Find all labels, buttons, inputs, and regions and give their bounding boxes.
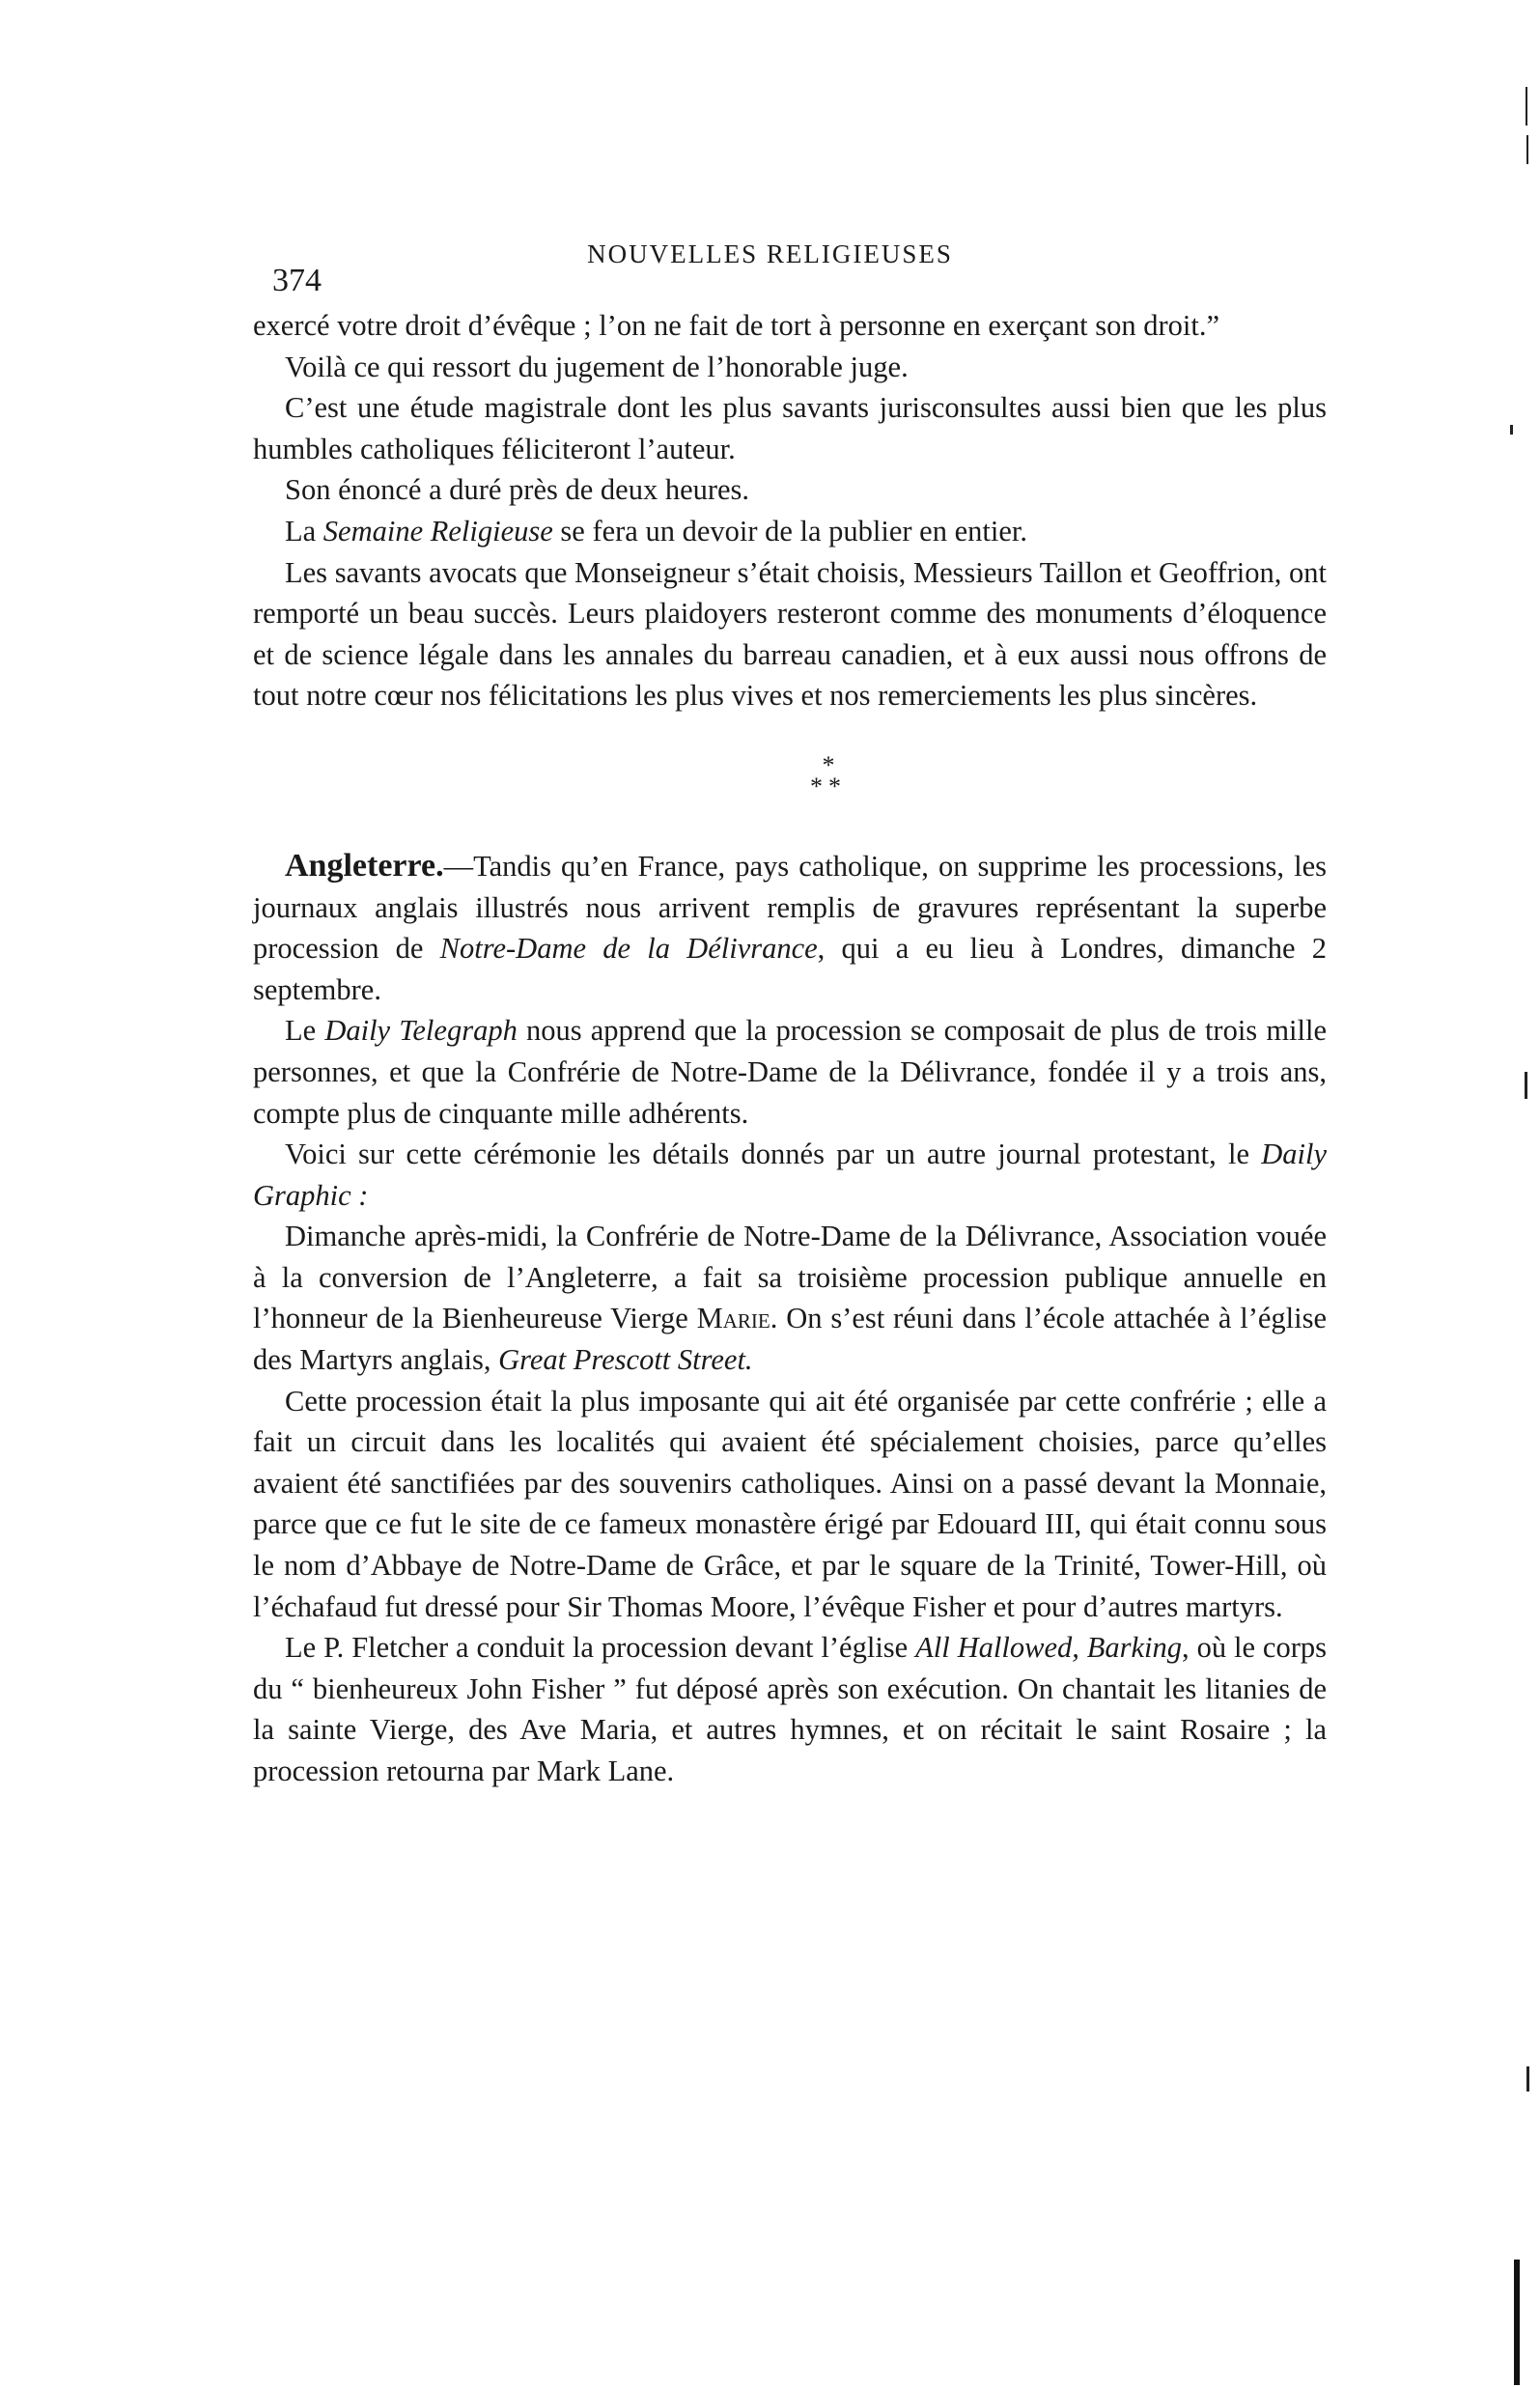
paragraph: Les savants avocats que Monseigneur s’était choisis, Messieurs Taillon et Geoffrion, ont remporté un beau succès. Leurs plaidoyers resteront comme des monuments d’éloquence et de science légale dans les annales du barreau canadien, et à eux aussi nous offrons de tout notre cœur nos félicitations les plus vives et nos remerciements les plus sincères. (253, 555, 1327, 713)
text-run: , qui a eu lieu à Londres, dimanche 2 septembre. (253, 932, 1327, 1006)
paragraph: C’est une étude magistrale dont les plus savants jurisconsultes aussi bien que les plus humbles catholiques féliciteront l’auteur. (253, 391, 1327, 465)
text-run: . On s’est réuni dans l’école attachée à l’église des Martyrs anglais, (253, 1302, 1327, 1377)
text-run: Le P. Fletcher a conduit la procession devant l’église (285, 1631, 916, 1665)
text-run: Dimanche après-midi, la Confrérie de Notre-Dame de la Délivrance, Association vouée à la conversion de l’Angleterre, a fait sa troisième procession publique annuelle en l’honneur de la Bienheureuse Vierge (253, 1220, 1327, 1335)
paragraph (253, 511, 1327, 552)
text-run: se fera un devoir de la publier en entier. (552, 514, 1027, 548)
church-name: All Hallowed, Barking (915, 1631, 1183, 1665)
street-name: Great Prescott Street. (498, 1343, 753, 1377)
text-run: La (285, 514, 323, 548)
paragraph: Voilà ce qui ressort du jugement de l’honorable juge. (285, 350, 909, 383)
paragraph-continued: exercé votre droit d’évêque ; l’on ne fait de tort à personne en exerçant son droit.” (253, 309, 1219, 342)
text-run: —Tandis qu’en France, pays catholique, on supprime les processions, les journaux anglais illustrés nous arrivent remplis de gravures représentant la superbe procession de (253, 849, 1327, 966)
italic-name: Notre-Dame de la Délivrance (439, 932, 818, 966)
scan-edge-mark (1526, 2066, 1529, 2092)
paragraph (253, 1216, 1327, 1380)
text-run: Le (285, 1014, 325, 1048)
journal-title: Daily Graphic : (253, 1137, 1327, 1212)
scan-edge-mark (1514, 2260, 1520, 2385)
scan-edge-mark (1526, 87, 1527, 126)
paragraph (253, 1627, 1327, 1791)
paragraph: Cette procession était la plus imposante qui ait été organisée par cette confrérie ; elle a fait un circuit dans les localités qui avaient été spécialement choisies, parce qu’elles avaient été sanctifiées par des souvenirs catholiques. Ainsi on a passé devant la Monnaie, parce que ce fut le site de ce fameux monastère érigé par Edouard III, qui était connu sous le nom d’Abbaye de Notre-Dame de Grâce, et par le square de la Trinité, Tower-Hill, où l’échafaud fut dressé pour Sir Thomas Moore, l’évêque Fisher et pour d’autres martyrs. (253, 1384, 1327, 1623)
journal-title: Semaine Religieuse (322, 514, 553, 548)
scan-edge-mark (1525, 1072, 1527, 1099)
journal-title: Daily Telegraph (324, 1014, 518, 1048)
asterism-bottom: ** (810, 772, 847, 800)
text-run: nous apprend que la procession se composait de plus de trois mille personnes, et que la Confrérie de Notre-Dame de la Délivrance, fondée il y a trois ans, compte plus de cinquante mille adhérents. (253, 1014, 1328, 1130)
paragraph: Son énoncé a duré près de deux heures. (285, 473, 750, 507)
body-text (253, 305, 1327, 1792)
text-run: Voici sur cette cérémonie les détails donnés par un autre journal protestant, le (285, 1137, 1262, 1171)
paragraph (253, 1134, 1327, 1216)
page-number: 374 (272, 263, 322, 298)
paragraph (253, 1010, 1327, 1134)
small-caps-name: Marie (696, 1302, 770, 1335)
section-heading: Angleterre. (285, 847, 444, 884)
section-lead-paragraph (253, 846, 1327, 1010)
running-title: NOUVELLES RELIGIEUSES (587, 239, 953, 268)
asterism-divider (253, 751, 1327, 801)
text-run: , où le corps du “ bienheureux John Fisher ” fut déposé après son exécution. On chantait les litanies de la sainte Vierge, des Ave Maria, et autres hymnes, et on récitait le saint Rosaire ; la procession retourna par Mark Lane. (253, 1631, 1327, 1787)
scan-edge-mark (1510, 425, 1513, 435)
scan-edge-mark (1526, 135, 1528, 164)
asterism-top: * (822, 750, 835, 779)
